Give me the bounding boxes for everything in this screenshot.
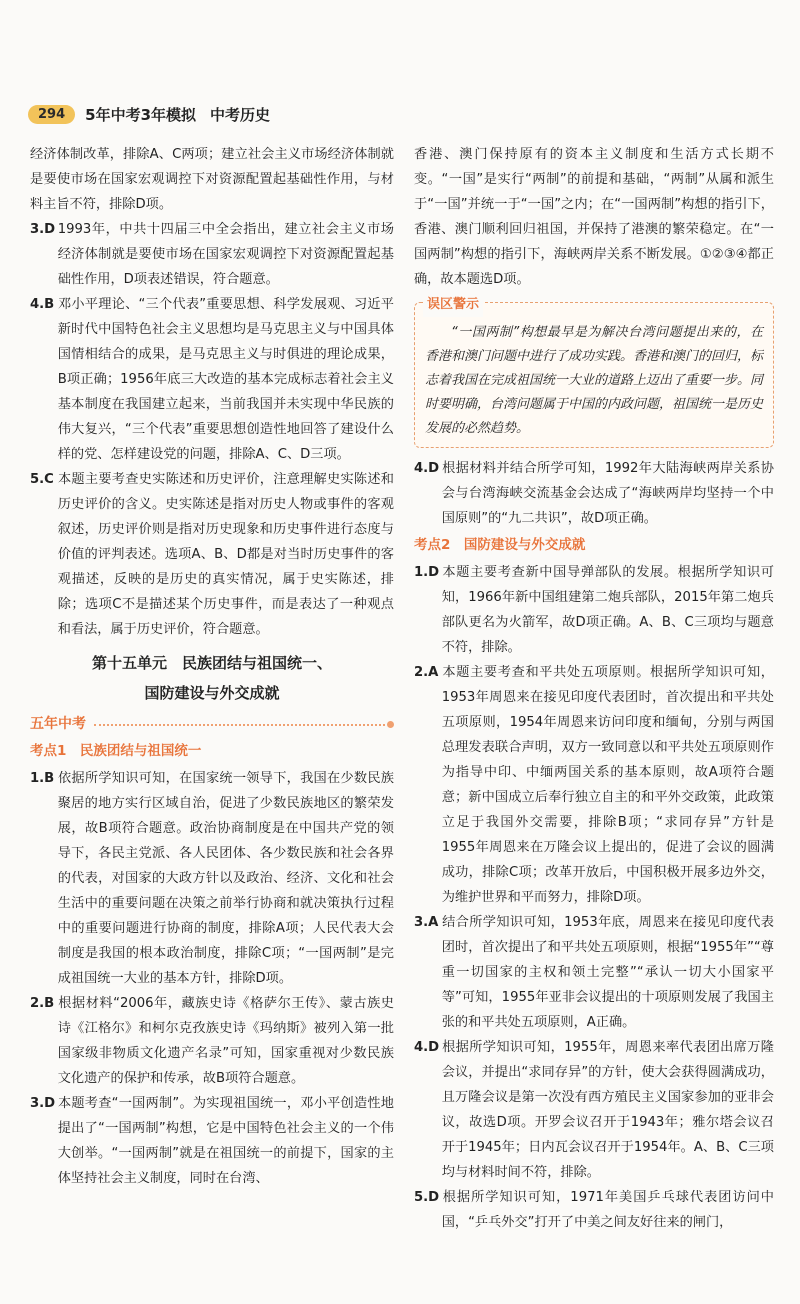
- answer-text: 根据所学知识可知，1971年美国乒乓球代表团访问中国，“乒乓外交”打开了中美之间友好往来的闸门，: [441, 1190, 774, 1230]
- warning-title: 误区警示: [423, 292, 483, 317]
- answer-item: [414, 1185, 774, 1235]
- kaodian-heading-1: 考点1 民族团结与祖国统一: [30, 743, 202, 759]
- answer-text: 本题主要考查和平共处五项原则。根据所学知识可知，1953年周恩来在接见印度代表团时，首次提出和平共处五项原则，1954年周恩来访问印度和缅甸，分别与两国总理发表联合声明，双方一致同意以和平共处五项原则作为指导中印、中缅两国关系的基本原则，故A项符合题意；新中国成立后奉行独立自主的和平外交政策，此政策立足于我国外交需要，排除B项；“求同存异”方针是1955年周恩来在万隆会议上提出的，促进了会议的圆满成功，排除C项；改革开放后，中国积极开展多边外交，为维护世界和平而努力，排除D项。: [441, 665, 774, 905]
- answer-item: [30, 217, 394, 292]
- page-header: [28, 100, 270, 128]
- intro-paragraph: 经济体制改革，排除A、C两项；建立社会主义市场经济体制就是要使市场在国家宏观调控下对资源配置起基础性作用，与材料主旨不符，排除D项。: [30, 147, 394, 212]
- subject-label: 中考历史: [210, 105, 271, 124]
- section-label: 五年中考: [30, 716, 86, 732]
- answer-number: 5.C: [30, 472, 54, 487]
- answer-item: [30, 991, 394, 1091]
- answer-item: [414, 660, 774, 910]
- answer-text: 根据所学知识可知，1955年，周恩来率代表团出席万隆会议，并提出“求同存异”的方针，使大会获得圆满成功，且万隆会议是第一次没有西方殖民主义国家参加的亚非会议，故选D项。开罗会议召开于1943年；雅尔塔会议召开于1945年；日内瓦会议召开于1954年。A、B、C三项均与材料时间不符，排除。: [441, 1040, 774, 1180]
- answer-text: 本题主要考查史实陈述和历史评价，注意理解史实陈述和历史评价的含义。史实陈述是指对历史人物或事件的客观叙述，历史评价则是指对历史现象和历史事件进行态度与价值的评判表述。选项A、B、D都是对当时历史事件的客观描述，反映的是历史的真实情况，属于史实陈述，排除；选项C不是描述某个历史事件，而是表达了一种观点和看法，属于历史评价，符合题意。: [57, 472, 394, 637]
- answer-item: [414, 560, 774, 660]
- answer-number: 1.D: [414, 565, 440, 580]
- answer-number: 4.D: [414, 1040, 440, 1055]
- answer-number: 4.D: [414, 461, 440, 476]
- section-divider: [94, 724, 385, 726]
- kaodian-heading-2: 考点2 国防建设与外交成就: [414, 537, 586, 553]
- book-title: 5年中考3年模拟: [85, 105, 197, 124]
- page-number: 294: [28, 105, 75, 124]
- section-dot-icon: [387, 721, 394, 728]
- section-heading: [30, 712, 394, 737]
- answer-text: 根据材料“2006年，藏族史诗《格萨尔王传》、蒙古族史诗《江格尔》和柯尔克孜族史诗《玛纳斯》被列入第一批国家级非物质文化遗产名录”可知，国家重视对少数民族文化遗产的保护和传承，故B项符合题意。: [57, 996, 394, 1086]
- answer-item: [414, 1035, 774, 1185]
- answer-item: [414, 456, 774, 531]
- answer-item: [30, 766, 394, 991]
- answer-text: 根据材料并结合所学可知，1992年大陆海峡两岸关系协会与台湾海峡交流基金会达成了“海峡两岸均坚持一个中国原则”的“九二共识”，故D项正确。: [441, 461, 774, 526]
- answer-text: 邓小平理论、“三个代表”重要思想、科学发展观、习近平新时代中国特色社会主义思想均是马克思主义与中国具体国情相结合的成果，是马克思主义与时俱进的理论成果，B项正确；1956年底三大改造的基本完成标志着社会主义基本制度在我国建立起来，当前我国并未实现中华民族的伟大复兴，“三个代表”重要思想创造性地回答了建设什么样的党、怎样建设党的问题，排除A、C、D三项。: [57, 297, 394, 462]
- answer-number: 5.D: [414, 1190, 440, 1205]
- answer-item: [30, 292, 394, 467]
- answer-number: 3.A: [414, 915, 439, 930]
- answer-text: 结合所学知识可知，1953年底，周恩来在接见印度代表团时，首次提出了和平共处五项原则，根据“1955年”“尊重一切国家的主权和领土完整”“承认一切大小国家平等”可知，1955年亚非会议提出的十项原则发展了我国主张的和平共处五项原则，A正确。: [441, 915, 774, 1030]
- warning-box: [414, 297, 774, 448]
- unit-title: [30, 648, 394, 708]
- answer-number: 2.B: [30, 996, 55, 1011]
- left-column: [30, 142, 394, 1191]
- answer-text: 1993年，中共十四届三中全会指出，建立社会主义市场经济体制就是要使市场在国家宏观调控下对资源配置起基础性作用，D项表述错误，符合题意。: [57, 222, 394, 287]
- answer-text: 本题主要考查新中国导弹部队的发展。根据所学知识可知，1966年新中国组建第二炮兵部队，2015年第二炮兵部队更名为火箭军，故D项正确。A、B、C三项均与题意不符，排除。: [441, 565, 774, 655]
- answer-number: 4.B: [30, 297, 55, 312]
- answer-text: 依据所学知识可知，在国家统一领导下，我国在少数民族聚居的地方实行区域自治，促进了少数民族地区的繁荣发展，故B项符合题意。政治协商制度是在中国共产党的领导下，各民主党派、各人民团体、各少数民族和社会各界的代表，对国家的大政方针以及政治、经济、文化和社会生活中的重要问题在决策之前举行协商和就决策执行过程中的重要问题进行协商的制度，排除A项；人民代表大会制度是我国的根本政治制度，排除C项；“一国两制”是完成祖国统一大业的基本方针，排除D项。: [57, 771, 394, 986]
- continued-paragraph: 香港、澳门保持原有的资本主义制度和生活方式长期不变。“一国”是实行“两制”的前提和基础，“两制”从属和派生于“一国”并统一于“一国”之内；在“一国两制”构想的指引下，香港、澳门顺利回归祖国，并保持了港澳的繁荣稳定。在“一国两制”构想的指引下，海峡两岸关系不断发展。①②③④都正确，故本题选D项。: [414, 147, 774, 287]
- answer-number: 1.B: [30, 771, 55, 786]
- right-column: [414, 142, 774, 1235]
- answer-item: [30, 1091, 394, 1191]
- warning-text: “一国两制”构想最早是为解决台湾问题提出来的，在香港和澳门问题中进行了成功实践。香港和澳门的回归，标志着我国在完成祖国统一大业的道路上迈出了重要一步。同时要明确，台湾问题属于中国的内政问题，祖国统一是历史发展的必然趋势。: [425, 325, 764, 436]
- answer-number: 3.D: [30, 1096, 56, 1111]
- answer-item: [30, 467, 394, 642]
- answer-number: 2.A: [414, 665, 439, 680]
- unit-title-line2: 国防建设与外交成就: [144, 684, 280, 702]
- unit-title-line1: 第十五单元 民族团结与祖国统一、: [91, 654, 332, 672]
- answer-item: [414, 910, 774, 1035]
- answer-text: 本题考查“一国两制”。为实现祖国统一，邓小平创造性地提出了“一国两制”构想，它是中国特色社会主义的一个伟大创举。“一国两制”就是在祖国统一的前提下，国家的主体坚持社会主义制度，同时在台湾、: [57, 1096, 394, 1186]
- answer-number: 3.D: [30, 222, 56, 237]
